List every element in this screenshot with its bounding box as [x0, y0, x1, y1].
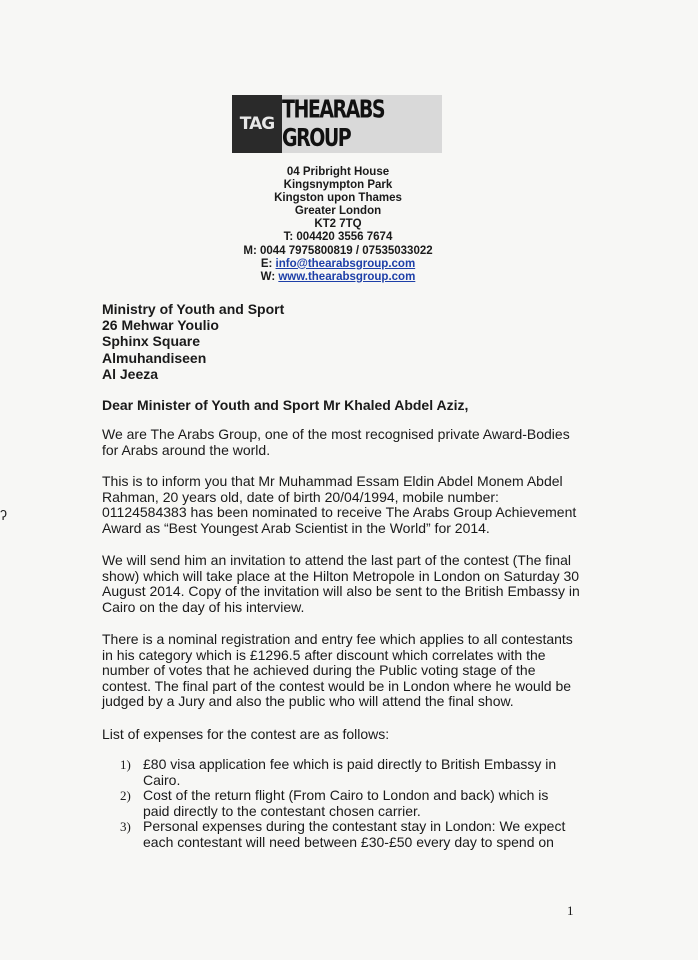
letterhead-line: Kingsnympton Park [283, 179, 393, 192]
letterhead-line: KT2 7TQ [314, 218, 362, 231]
list-text: Personal expenses during the contestant stay in London: We expect each contestant will need between £30-£50 every day to spend on [143, 818, 566, 850]
list-item [120, 757, 570, 788]
intro-paragraph: We are The Arabs Group, one of the most recognised private Award-Bodies for Arabs around the world. [102, 426, 570, 458]
expenses-intro: List of expenses for the contest are as follows: [102, 726, 390, 742]
logo-mark: TAG [232, 95, 282, 153]
email-link[interactable]: info@thearabsgroup.com [275, 257, 416, 270]
invitation-paragraph: We will send him an invitation to attend the last part of the contest (The final show) which will take place at the Hilton Metropole in London on Saturday 30 August 2014. Copy of the invitation will also be sent to the British Embassy in Cairo on the day of his interview. [102, 552, 580, 615]
letterhead-address [200, 166, 476, 284]
list-text: Cost of the return flight (From Cairo to London and back) which is paid directly to the contestant chosen carrier. [143, 787, 549, 819]
letterhead-line: Greater London [294, 205, 382, 218]
list-item [120, 788, 570, 819]
list-number: 2) [120, 788, 131, 804]
page-number: 1 [567, 903, 574, 918]
fee-paragraph: There is a nominal registration and entry fee which applies to all contestants in his category which is £1296.5 after discount which correlates with the number of votes that he achieved during the Public voting stage of the contest. The final part of the contest would be in London where he would be judged by a Jury and also the public who will attend the final show. [102, 631, 573, 710]
recipient-line: Sphinx Square [102, 333, 201, 350]
list-item [120, 819, 570, 850]
letterhead-web-row [200, 271, 476, 284]
letterhead-line: 04 Pribright House [286, 166, 390, 178]
recipient-line: Al Jeeza [102, 365, 159, 382]
nomination-paragraph: This is to inform you that Mr Muhammad Essam Eldin Abdel Monem Abdel Rahman, 20 years old, date of birth 20/04/1994, mobile number: 01124584383 has been nominated to receive The Arabs Group Achievement Award as “Best Youngest Arab Scientist in the World” for 2014. [102, 473, 577, 536]
email-label: E: [260, 257, 276, 270]
list-number: 1) [120, 757, 131, 772]
expenses-list [120, 757, 570, 851]
website-link[interactable]: www.thearabsgroup.com [278, 270, 416, 283]
logo-name: THEARABS GROUP [282, 95, 385, 153]
salutation: Dear Minister of Youth and Sport Mr Khaled Abdel Aziz, [102, 397, 469, 413]
letterhead-line: Kingston upon Thames [274, 192, 402, 205]
company-logo [232, 95, 442, 153]
letterhead-email-row [200, 258, 476, 271]
list-text: £80 visa application fee which is paid directly to British Embassy in Cairo. [143, 756, 557, 788]
margin-mark: ʔ [0, 507, 7, 523]
letterhead-mobile: M: 0044 7975800819 / 07535033022 [243, 244, 433, 257]
web-label: W: [260, 270, 279, 283]
recipient-line: 26 Mehwar Youlio [102, 317, 219, 334]
recipient-address [102, 301, 284, 382]
letterhead-phone: T: 004420 3556 7674 [283, 231, 393, 244]
list-number: 3) [120, 819, 131, 835]
recipient-line: Almuhandiseen [102, 349, 207, 366]
recipient-line: Ministry of Youth and Sport [102, 301, 285, 317]
